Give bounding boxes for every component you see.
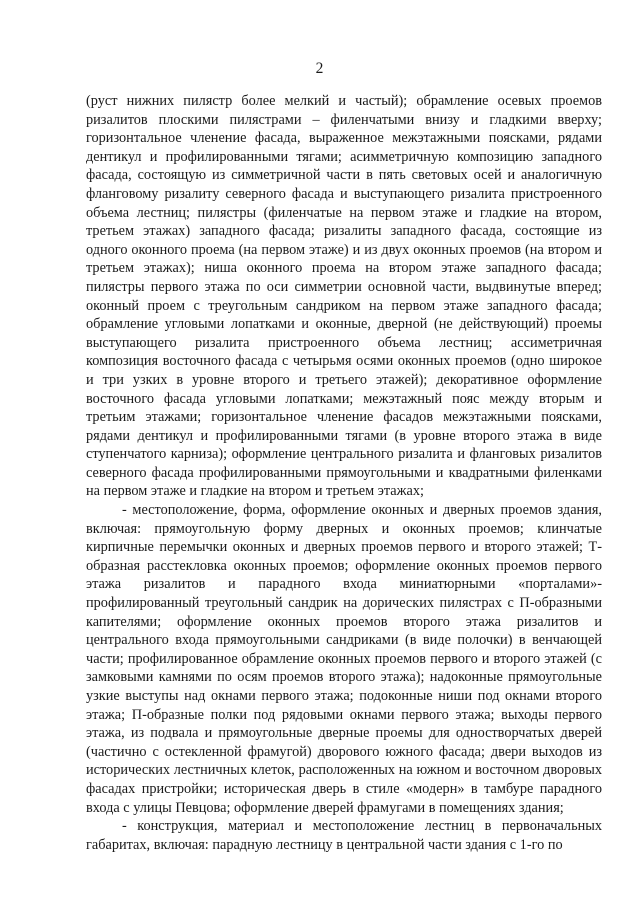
document-body bbox=[86, 92, 602, 854]
paragraph-window-door-openings: - местоположение, форма, оформление оконных и дверных проемов здания, включая: прямоугольную форму дверных и оконных проемов; клинчатые кирпичные перемычки оконных и дверных проемов первого и второго этажей; Т-образная расстекловка оконных проемов; оформление оконных проемов первого этажа ризалитов и парадного входа миниатюрными «порталами»- профилированный треугольный сандрик на дорических пилястрах с П-образными капителями; оформление оконных проемов второго этажа ризалитов и центрального входа прямоугольными сандриками (в виде полочки) в венчающей части; профилированное обрамление оконных проемов первого и второго этажей (с замковыми камнями по осям проемов второго этажа); надоконные прямоугольные узкие выступы над окнами первого этажа; подоконные ниши под окнами второго этажа; П-образные полки под рядовыми окнами первого этажа; выходы первого этажа, из подвала и прямоугольные дверные проемы для одностворчатых дверей (частично с остекленной фрамугой) дворового южного фасада; двери выходов из исторических лестничных клеток, расположенных на южном и восточном дворовых фасадах пристройки; историческая дверь в стиле «модерн» в тамбуре парадного входа с улицы Певцова; оформление дверей фрамугами в помещениях здания; bbox=[86, 502, 602, 816]
paragraph-facade-description: (руст нижних пилястр более мелкий и частый); обрамление осевых проемов ризалитов плоскими пилястрами – филенчатыми внизу и гладкими вверху; горизонтальное членение фасада, выраженное межэтажными поясками, рядами дентикул и профилированными тягами; асимметричную композицию западного фасада, состоящую из симметричной части в пять световых осей и аналогичную фланговому ризалиту северного фасада и выступающего ризалита пристроенного объема лестниц; пилястры (филенчатые на первом этаже и гладкие на втором, третьем этажах) западного фасада; ризалиты западного фасада, состоящие из одного оконного проема (на первом этаже) и из двух оконных проемов (на втором и третьем этажах); ниша оконного проема на втором этаже западного фасада; пилястры первого этажа по оси симметрии основной части, выдвинутые вперед; оконный проем с треугольным сандриком на первом этаже западного фасада; обрамление угловыми лопатками и оконные, дверной (не действующий) проемы выступающего ризалита пристроенного объема лестниц; ассиметричная композиция восточного фасада с четырьмя осями оконных проемов (одно широкое и три узких в уровне второго и третьего этажей); декоративное оформление восточного фасада угловыми лопатками; межэтажный пояс между вторым и третьим этажами; горизонтальное членение фасадов межэтажными поясками, рядами дентикул и профилированными тягами (в уровне второго этажа в виде ступенчатого карниза); оформление центрального ризалита и фланговых ризалитов северного фасада профилированными прямоугольными и квадратными филенками на первом этаже и гладкие на втором и третьем этажах; bbox=[86, 93, 602, 500]
page-number: 2 bbox=[315, 60, 324, 77]
paragraph-stairs-construction: - конструкция, материал и местоположение лестниц в первоначальных габаритах, включая: парадную лестницу в центральной части здания с 1-го по bbox=[86, 818, 602, 853]
